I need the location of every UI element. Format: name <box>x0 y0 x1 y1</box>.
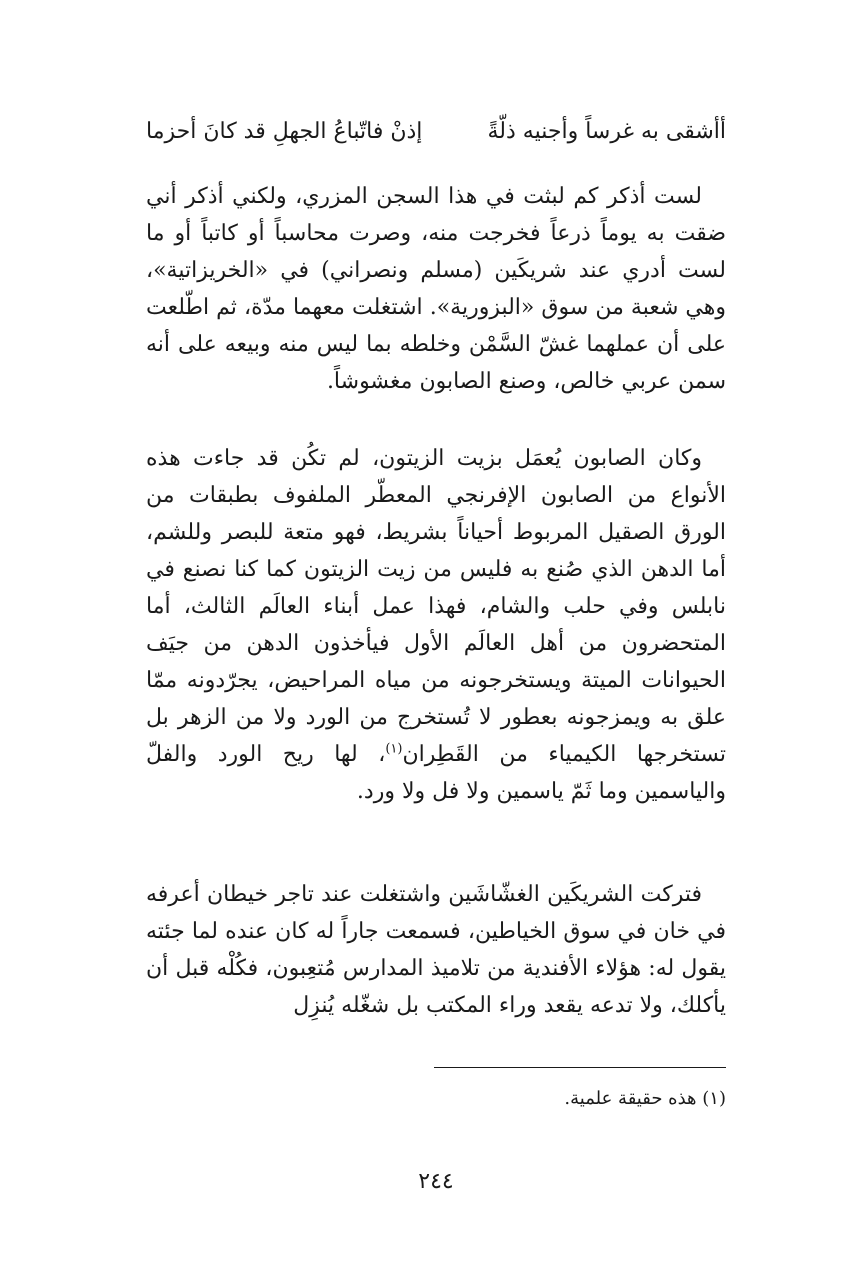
footnote: (١) هذه حقيقة علمية. <box>564 1088 726 1109</box>
paragraph <box>146 178 726 400</box>
paragraph <box>146 876 726 1024</box>
poetry-verse <box>146 112 726 152</box>
paragraph-text: لست أذكر كم لبثت في هذا السجن المزري، ولكني أذكر أني ضقت به يوماً ذرعاً فخرجت منه، وصرت محاسباً أو كاتباً أو ما لست أدري عند شريكَين (مسلم ونصراني) في «الخريزاتية»، وهي شعبة من سوق «البزورية». اشتغلت معهما مدّة، ثم اطّلعت على أن عملهما غشّ السَّمْن وخلطه بما ليس منه وبيعه على أنه سمن عربي خالص، وصنع الصابون مغشوشاً. <box>146 184 726 394</box>
paragraph-text: وكان الصابون يُعمَل بزيت الزيتون، لم تكُن قد جاءت هذه الأنواع من الصابون الإفرنجي المعطّر الملفوف بطبقات من الورق الصقيل المربوط أحياناً بشريط، فهو متعة للبصر وللشم، أما الدهن الذي صُنع به فليس من زيت الزيتون كما كنا نصنع في نابلس وفي حلب والشام، فهذا عمل أبناء العالَم الثالث، أما المتحضرون من أهل العالَم الأول فيأخذون الدهن من جيَف الحيوانات الميتة ويستخرجونه من مياه المراحيض، يجرّدونه ممّا علق به ويمزجونه بعطور لا تُستخرج من الورد ولا من الزهر بل تستخرجها الكيمياء من القَطِران <box>146 446 726 767</box>
book-page <box>146 0 726 1270</box>
paragraph-text-continued: ، لها ريح الورد والفلّ والياسمين وما ثَمّ ياسمين ولا فل ولا ورد. <box>146 742 726 804</box>
verse-second-hemistich: إذنْ فاتّباعُ الجهلِ قد كانَ أحزما <box>146 119 423 144</box>
page-number: ٢٤٤ <box>418 1169 454 1194</box>
footnote-reference[interactable]: (١) <box>385 741 403 757</box>
paragraph-text: فتركت الشريكَين الغشّاشَين واشتغلت عند تاجر خيطان أعرفه في خان في سوق الخياطين، فسمعت جاراً له كان عنده لما جئته يقول له: هؤلاء الأفندية من تلاميذ المدارس مُتعِبون، فكُلْه قبل أن يأكلك، ولا تدعه يقعد وراء المكتب بل شغّله يُنزِل <box>146 882 726 1018</box>
paragraph <box>146 440 726 810</box>
verse-first-hemistich: أأشقى به غرساً وأجنيه ذلّةً <box>487 119 726 144</box>
footnote-separator <box>434 1067 726 1068</box>
